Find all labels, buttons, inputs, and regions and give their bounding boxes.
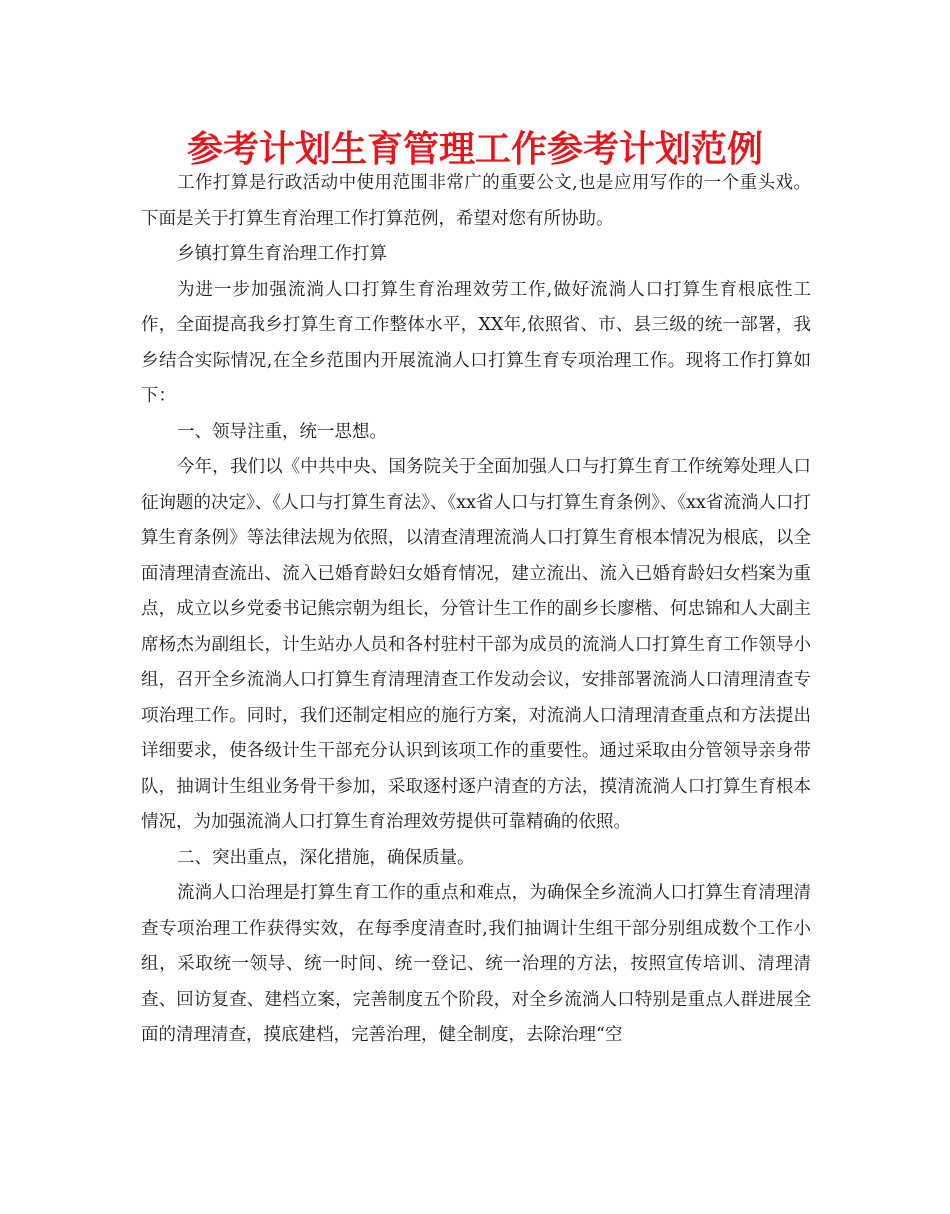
document-body	[141, 166, 811, 1054]
leadership-paragraph: 今年，我们以《中共中央、国务院关于全面加强人口与打算生育工作统筹处理人口征询题的决定》、《人口与打算生育法》、《xx省人口与打算生育条例》、《xx省流淌人口打算生育条例》等法律法规为依照，以清查清理流淌人口打算生育根本情况为根底，以全面清理清查流出、流入已婚育龄妇女婚育情况，建立流出、流入已婚育龄妇女档案为重点，成立以乡党委书记熊宗朝为组长，分管计生工作的副乡长廖楷、何忠锦和人大副主席杨杰为副组长，计生站办人员和各村驻村干部为成员的流淌人口打算生育工作领导小组，召开全乡流淌人口打算生育清理清查工作发动会议，安排部署流淌人口清理清查专项治理工作。同时，我们还制定相应的施行方案，对流淌人口清理清查重点和方法提出详细要求，使各级计生干部充分认识到该项工作的重要性。通过采取由分管领导亲身带队，抽调计生组业务骨干参加，采取逐村逐户清查的方法，摸清流淌人口打算生育根本情况，为加强流淌人口打算生育治理效劳提供可靠精确的依照。	[141, 457, 811, 832]
purpose-paragraph: 为进一步加强流淌人口打算生育治理效劳工作,做好流淌人口打算生育根底性工作，全面提高我乡打算生育工作整体水平，XX年,依照省、市、县三级的统一部署，我乡结合实际情况,在全乡范围内开展流淌人口打算生育专项治理工作。现将工作打算如下：	[141, 279, 811, 406]
key-points-paragraph: 流淌人口治理是打算生育工作的重点和难点，为确保全乡流淌人口打算生育清理清查专项治理工作获得实效，在每季度清查时,我们抽调计生组干部分别组成数个工作小组，采取统一领导、统一时间、统一登记、统一治理的方法，按照宣传培训、清理清查、回访复查、建档立案，完善制度五个阶段，对全乡流淌人口特别是重点人群进展全面的清理清查，摸底建档，完善治理，健全制度，去除治理“空	[141, 883, 811, 1045]
section-heading-key-points: 二、突出重点，深化措施，确保质量。	[177, 847, 475, 868]
document-title: 参考计划生育管理工作参考计划范例	[186, 129, 763, 170]
intro-paragraph: 工作打算是行政活动中使用范围非常广的重要公文,也是应用写作的一个重头戏。下面是关于打算生育治理工作打算范例，希望对您有所协助。	[141, 173, 811, 229]
section-heading-leadership: 一、领导注重，统一思想。	[177, 421, 387, 442]
section-heading-township-plan: 乡镇打算生育治理工作打算	[177, 244, 387, 264]
